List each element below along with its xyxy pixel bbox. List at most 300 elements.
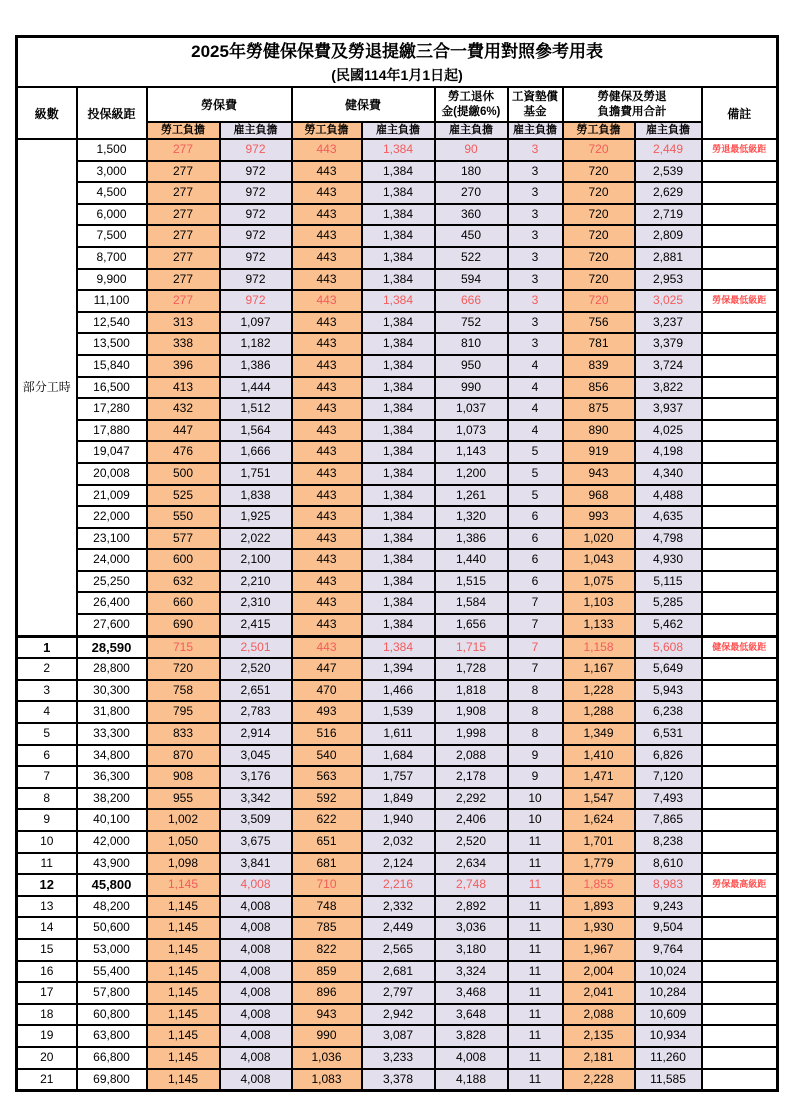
header-fund-line1: 工資墊償 — [512, 90, 558, 103]
value-cell: 1,143 — [435, 441, 508, 463]
value-cell: 2,634 — [435, 853, 508, 875]
value-cell: 651 — [292, 831, 362, 853]
value-cell: 943 — [563, 463, 635, 485]
value-cell: 447 — [292, 658, 362, 680]
value-cell: 443 — [292, 225, 362, 247]
value-cell: 277 — [147, 139, 220, 161]
value-cell: 1,145 — [147, 939, 220, 961]
value-cell: 2,088 — [435, 745, 508, 767]
value-cell: 7 — [508, 614, 563, 636]
value-cell: 11,585 — [635, 1069, 702, 1091]
value-cell: 5 — [508, 485, 563, 507]
value-cell: 859 — [292, 961, 362, 983]
table-row — [17, 831, 778, 853]
remark-cell — [702, 485, 778, 507]
remark-cell — [702, 506, 778, 528]
value-cell: 443 — [292, 312, 362, 334]
value-cell: 10 — [508, 809, 563, 831]
value-cell: 2,124 — [362, 853, 435, 875]
remark-cell — [702, 204, 778, 226]
value-cell: 4,008 — [220, 874, 292, 896]
value-cell: 720 — [563, 225, 635, 247]
value-cell: 443 — [292, 463, 362, 485]
value-cell: 833 — [147, 723, 220, 745]
value-cell: 896 — [292, 982, 362, 1004]
value-cell: 1,050 — [147, 831, 220, 853]
value-cell: 1,145 — [147, 982, 220, 1004]
remark-cell — [702, 549, 778, 571]
value-cell: 3,937 — [635, 398, 702, 420]
remark-cell — [702, 853, 778, 875]
table-row — [17, 398, 778, 420]
value-cell: 4,008 — [220, 896, 292, 918]
table-row — [17, 658, 778, 680]
value-cell: 1,384 — [362, 571, 435, 593]
value-cell: 2,809 — [635, 225, 702, 247]
value-cell: 1,751 — [220, 463, 292, 485]
value-cell: 2,520 — [435, 831, 508, 853]
remark-cell — [702, 982, 778, 1004]
value-cell: 1,133 — [563, 614, 635, 636]
value-cell: 1,893 — [563, 896, 635, 918]
value-cell: 1,002 — [147, 809, 220, 831]
subheader-total-employee: 勞工負擔 — [563, 122, 635, 139]
value-cell: 4 — [508, 355, 563, 377]
value-cell: 856 — [563, 377, 635, 399]
value-cell: 3,324 — [435, 961, 508, 983]
value-cell: 752 — [435, 312, 508, 334]
value-cell: 4,008 — [220, 917, 292, 939]
subtitle-text: (民國114年1月1日起) — [331, 67, 463, 83]
value-cell: 360 — [435, 204, 508, 226]
subheader-health-employer: 雇主負擔 — [362, 122, 435, 139]
value-cell: 1,384 — [362, 592, 435, 614]
value-cell: 277 — [147, 269, 220, 291]
value-cell: 2,032 — [362, 831, 435, 853]
value-cell: 7,120 — [635, 766, 702, 788]
bracket-cell: 63,800 — [77, 1025, 147, 1047]
value-cell: 450 — [435, 225, 508, 247]
value-cell: 5,115 — [635, 571, 702, 593]
remark-cell — [702, 766, 778, 788]
value-cell: 4,008 — [220, 1004, 292, 1026]
value-cell: 6,238 — [635, 701, 702, 723]
table-row — [17, 247, 778, 269]
value-cell: 1,098 — [147, 853, 220, 875]
value-cell: 8 — [508, 680, 563, 702]
table-row — [17, 788, 778, 810]
value-cell: 4,025 — [635, 420, 702, 442]
value-cell: 1,384 — [362, 636, 435, 658]
value-cell: 7 — [508, 592, 563, 614]
value-cell: 443 — [292, 139, 362, 161]
remark-cell — [702, 1047, 778, 1069]
value-cell: 720 — [563, 182, 635, 204]
table-row — [17, 939, 778, 961]
value-cell: 1,384 — [362, 441, 435, 463]
bracket-cell: 48,200 — [77, 896, 147, 918]
value-cell: 950 — [435, 355, 508, 377]
value-cell: 11 — [508, 874, 563, 896]
value-cell: 9,764 — [635, 939, 702, 961]
value-cell: 1,384 — [362, 139, 435, 161]
value-cell: 11 — [508, 961, 563, 983]
header-remark: 備註 — [702, 87, 778, 139]
value-cell: 594 — [435, 269, 508, 291]
table-row — [17, 1025, 778, 1047]
value-cell: 1,145 — [147, 874, 220, 896]
value-cell: 1,384 — [362, 161, 435, 183]
value-cell: 919 — [563, 441, 635, 463]
level-cell: 12 — [17, 874, 77, 896]
level-cell: 7 — [17, 766, 77, 788]
value-cell: 1,384 — [362, 182, 435, 204]
header-group-row — [17, 87, 778, 122]
table-row — [17, 745, 778, 767]
value-cell: 1,384 — [362, 377, 435, 399]
value-cell: 10,284 — [635, 982, 702, 1004]
value-cell: 277 — [147, 182, 220, 204]
value-cell: 476 — [147, 441, 220, 463]
value-cell: 1,925 — [220, 506, 292, 528]
level-cell: 17 — [17, 982, 77, 1004]
value-cell: 277 — [147, 204, 220, 226]
remark-cell — [702, 182, 778, 204]
table-row — [17, 377, 778, 399]
bracket-cell: 30,300 — [77, 680, 147, 702]
value-cell: 2,292 — [435, 788, 508, 810]
value-cell: 1,145 — [147, 917, 220, 939]
remark-cell — [702, 809, 778, 831]
value-cell: 2,100 — [220, 549, 292, 571]
value-cell: 2,520 — [220, 658, 292, 680]
value-cell: 1,200 — [435, 463, 508, 485]
value-cell: 338 — [147, 333, 220, 355]
remark-cell — [702, 680, 778, 702]
value-cell: 666 — [435, 290, 508, 312]
value-cell: 1,684 — [362, 745, 435, 767]
value-cell: 432 — [147, 398, 220, 420]
value-cell: 3 — [508, 182, 563, 204]
value-cell: 875 — [563, 398, 635, 420]
value-cell: 413 — [147, 377, 220, 399]
value-cell: 1,384 — [362, 549, 435, 571]
value-cell: 3 — [508, 312, 563, 334]
value-cell: 3 — [508, 269, 563, 291]
value-cell: 396 — [147, 355, 220, 377]
bracket-cell: 69,800 — [77, 1069, 147, 1091]
value-cell: 972 — [220, 225, 292, 247]
level-cell: 5 — [17, 723, 77, 745]
value-cell: 443 — [292, 247, 362, 269]
value-cell: 3,025 — [635, 290, 702, 312]
remark-cell — [702, 571, 778, 593]
bracket-cell: 19,047 — [77, 441, 147, 463]
bracket-cell: 1,500 — [77, 139, 147, 161]
value-cell: 720 — [563, 161, 635, 183]
value-cell: 4,008 — [220, 1069, 292, 1091]
table-row — [17, 161, 778, 183]
value-cell: 1,444 — [220, 377, 292, 399]
title-row — [17, 37, 778, 88]
value-cell: 313 — [147, 312, 220, 334]
subheader-fund-employer: 雇主負擔 — [508, 122, 563, 139]
value-cell: 1,384 — [362, 485, 435, 507]
value-cell: 5,608 — [635, 636, 702, 658]
level-cell: 14 — [17, 917, 77, 939]
value-cell: 5,649 — [635, 658, 702, 680]
value-cell: 8 — [508, 701, 563, 723]
value-cell: 3 — [508, 139, 563, 161]
value-cell: 1,261 — [435, 485, 508, 507]
value-cell: 2,748 — [435, 874, 508, 896]
value-cell: 1,547 — [563, 788, 635, 810]
header-bracket: 投保級距 — [77, 87, 147, 139]
value-cell: 1,075 — [563, 571, 635, 593]
remark-cell — [702, 312, 778, 334]
header-fund-line2: 基金 — [523, 105, 547, 118]
value-cell: 3,648 — [435, 1004, 508, 1026]
level-cell: 4 — [17, 701, 77, 723]
value-cell: 3,180 — [435, 939, 508, 961]
table-row — [17, 139, 778, 161]
value-cell: 540 — [292, 745, 362, 767]
value-cell: 2,332 — [362, 896, 435, 918]
value-cell: 3,828 — [435, 1025, 508, 1047]
value-cell: 943 — [292, 1004, 362, 1026]
value-cell: 1,083 — [292, 1069, 362, 1091]
bracket-cell: 34,800 — [77, 745, 147, 767]
value-cell: 443 — [292, 614, 362, 636]
value-cell: 5 — [508, 441, 563, 463]
header-pension-line1: 勞工退休 — [448, 90, 494, 103]
value-cell: 7,865 — [635, 809, 702, 831]
value-cell: 972 — [220, 247, 292, 269]
value-cell: 690 — [147, 614, 220, 636]
value-cell: 1,145 — [147, 1004, 220, 1026]
value-cell: 890 — [563, 420, 635, 442]
bracket-cell: 36,300 — [77, 766, 147, 788]
remark-cell: 勞保最高級距 — [702, 874, 778, 896]
value-cell: 1,097 — [220, 312, 292, 334]
remark-cell — [702, 420, 778, 442]
value-cell: 443 — [292, 269, 362, 291]
value-cell: 2,942 — [362, 1004, 435, 1026]
table-row — [17, 420, 778, 442]
value-cell: 839 — [563, 355, 635, 377]
level-cell: 21 — [17, 1069, 77, 1091]
subheader-total-employer: 雇主負擔 — [635, 122, 702, 139]
bracket-cell: 28,590 — [77, 636, 147, 658]
value-cell: 1,584 — [435, 592, 508, 614]
header-health-insurance: 健保費 — [292, 87, 435, 122]
value-cell: 1,145 — [147, 1069, 220, 1091]
value-cell: 1,998 — [435, 723, 508, 745]
value-cell: 720 — [563, 290, 635, 312]
header-total-line1: 勞健保及勞退 — [597, 90, 667, 103]
value-cell: 9,504 — [635, 917, 702, 939]
level-cell: 3 — [17, 680, 77, 702]
value-cell: 2,406 — [435, 809, 508, 831]
value-cell: 2,178 — [435, 766, 508, 788]
table-row — [17, 182, 778, 204]
value-cell: 756 — [563, 312, 635, 334]
value-cell: 795 — [147, 701, 220, 723]
value-cell: 1,145 — [147, 1025, 220, 1047]
value-cell: 11 — [508, 939, 563, 961]
value-cell: 1,228 — [563, 680, 635, 702]
value-cell: 870 — [147, 745, 220, 767]
remark-cell — [702, 398, 778, 420]
value-cell: 1,849 — [362, 788, 435, 810]
value-cell: 1,656 — [435, 614, 508, 636]
bracket-cell: 3,000 — [77, 161, 147, 183]
header-total — [563, 87, 702, 122]
value-cell: 443 — [292, 161, 362, 183]
value-cell: 493 — [292, 701, 362, 723]
value-cell: 443 — [292, 485, 362, 507]
bracket-cell: 8,700 — [77, 247, 147, 269]
value-cell: 1,145 — [147, 1047, 220, 1069]
value-cell: 4,340 — [635, 463, 702, 485]
level-cell: 8 — [17, 788, 77, 810]
value-cell: 1,564 — [220, 420, 292, 442]
value-cell: 1,386 — [220, 355, 292, 377]
value-cell: 443 — [292, 636, 362, 658]
bracket-cell: 50,600 — [77, 917, 147, 939]
value-cell: 6 — [508, 528, 563, 550]
value-cell: 990 — [292, 1025, 362, 1047]
bracket-cell: 53,000 — [77, 939, 147, 961]
value-cell: 972 — [220, 290, 292, 312]
bracket-cell: 38,200 — [77, 788, 147, 810]
value-cell: 1,512 — [220, 398, 292, 420]
value-cell: 8,238 — [635, 831, 702, 853]
bracket-cell: 24,000 — [77, 549, 147, 571]
value-cell: 1,384 — [362, 269, 435, 291]
bracket-cell: 42,000 — [77, 831, 147, 853]
remark-cell — [702, 788, 778, 810]
bracket-cell: 13,500 — [77, 333, 147, 355]
table-row — [17, 485, 778, 507]
value-cell: 1,440 — [435, 549, 508, 571]
value-cell: 1,757 — [362, 766, 435, 788]
subheader-labor-employer: 雇主負擔 — [220, 122, 292, 139]
value-cell: 11 — [508, 896, 563, 918]
remark-cell — [702, 592, 778, 614]
value-cell: 3 — [508, 161, 563, 183]
table-body — [17, 139, 778, 1091]
value-cell: 4 — [508, 398, 563, 420]
remark-cell — [702, 701, 778, 723]
value-cell: 993 — [563, 506, 635, 528]
value-cell: 1,715 — [435, 636, 508, 658]
bracket-cell: 33,300 — [77, 723, 147, 745]
value-cell: 968 — [563, 485, 635, 507]
value-cell: 2,449 — [362, 917, 435, 939]
value-cell: 443 — [292, 182, 362, 204]
value-cell: 1,539 — [362, 701, 435, 723]
bracket-cell: 66,800 — [77, 1047, 147, 1069]
subheader-pension-employer: 雇主負擔 — [435, 122, 508, 139]
value-cell: 6,531 — [635, 723, 702, 745]
level-cell: 16 — [17, 961, 77, 983]
value-cell: 2,216 — [362, 874, 435, 896]
value-cell: 10 — [508, 788, 563, 810]
value-cell: 1,020 — [563, 528, 635, 550]
table-row — [17, 853, 778, 875]
value-cell: 1,384 — [362, 420, 435, 442]
value-cell: 2,310 — [220, 592, 292, 614]
value-cell: 277 — [147, 247, 220, 269]
value-cell: 748 — [292, 896, 362, 918]
bracket-cell: 55,400 — [77, 961, 147, 983]
value-cell: 516 — [292, 723, 362, 745]
value-cell: 4,188 — [435, 1069, 508, 1091]
value-cell: 2,004 — [563, 961, 635, 983]
value-cell: 2,228 — [563, 1069, 635, 1091]
table-row — [17, 896, 778, 918]
value-cell: 1,855 — [563, 874, 635, 896]
value-cell: 810 — [435, 333, 508, 355]
value-cell: 3 — [508, 333, 563, 355]
value-cell: 3,724 — [635, 355, 702, 377]
value-cell: 1,930 — [563, 917, 635, 939]
table-row — [17, 614, 778, 636]
value-cell: 715 — [147, 636, 220, 658]
value-cell: 972 — [220, 204, 292, 226]
value-cell: 6 — [508, 549, 563, 571]
value-cell: 5,943 — [635, 680, 702, 702]
value-cell: 1,145 — [147, 896, 220, 918]
bracket-cell: 57,800 — [77, 982, 147, 1004]
value-cell: 7 — [508, 636, 563, 658]
value-cell: 1,384 — [362, 247, 435, 269]
bracket-cell: 40,100 — [77, 809, 147, 831]
level-cell: 2 — [17, 658, 77, 680]
value-cell: 1,386 — [435, 528, 508, 550]
value-cell: 1,384 — [362, 355, 435, 377]
part-time-label-cell: 部分工時 — [17, 139, 77, 636]
bracket-cell: 25,250 — [77, 571, 147, 593]
value-cell: 632 — [147, 571, 220, 593]
table-row — [17, 290, 778, 312]
value-cell: 972 — [220, 161, 292, 183]
value-cell: 955 — [147, 788, 220, 810]
value-cell: 1,838 — [220, 485, 292, 507]
level-cell: 20 — [17, 1047, 77, 1069]
value-cell: 2,415 — [220, 614, 292, 636]
remark-cell — [702, 528, 778, 550]
table-row — [17, 506, 778, 528]
value-cell: 3,468 — [435, 982, 508, 1004]
value-cell: 3,822 — [635, 377, 702, 399]
value-cell: 2,210 — [220, 571, 292, 593]
value-cell: 1,349 — [563, 723, 635, 745]
value-cell: 443 — [292, 571, 362, 593]
level-cell: 18 — [17, 1004, 77, 1026]
value-cell: 270 — [435, 182, 508, 204]
value-cell: 3,036 — [435, 917, 508, 939]
value-cell: 1,384 — [362, 463, 435, 485]
remark-cell — [702, 896, 778, 918]
table-row — [17, 874, 778, 896]
remark-cell — [702, 333, 778, 355]
header-wage-fund — [508, 87, 563, 122]
value-cell: 1,158 — [563, 636, 635, 658]
value-cell: 785 — [292, 917, 362, 939]
remark-cell — [702, 247, 778, 269]
